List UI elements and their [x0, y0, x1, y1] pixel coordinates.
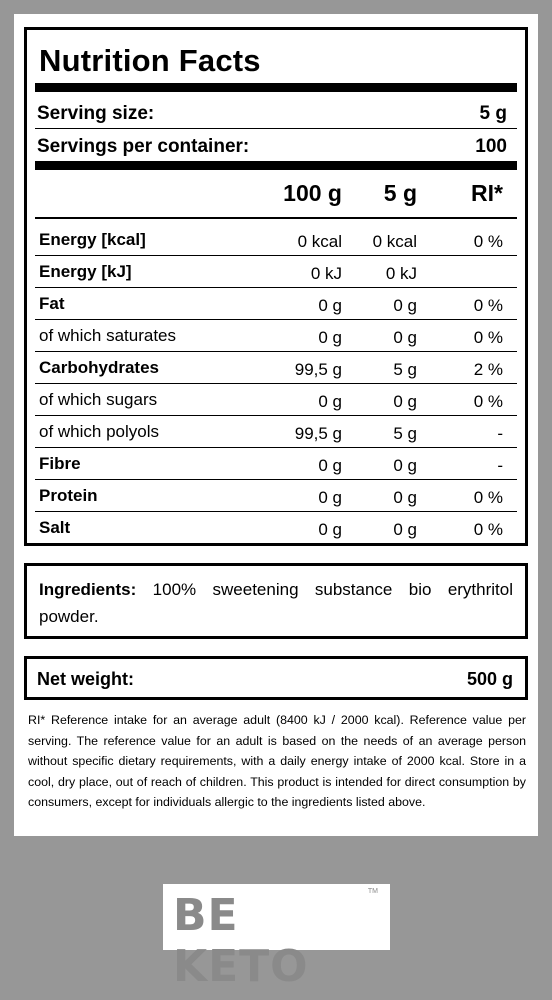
value-ri: 0 % — [473, 296, 503, 315]
nutrient-rows — [35, 224, 517, 543]
nutrient-name: Energy [kcal] — [39, 230, 146, 249]
table-row — [35, 448, 517, 480]
column-header-5g: 5 g — [383, 180, 417, 206]
nutrient-name: Fibre — [39, 454, 81, 473]
brand-logo — [163, 884, 390, 992]
servings-label: Servings per container: — [37, 136, 250, 157]
servings-value: 100 — [475, 136, 507, 157]
divider-thick — [35, 83, 517, 92]
value-per-100g: 0 g — [318, 488, 342, 507]
serving-size-value: 5 g — [479, 103, 507, 124]
table-row — [35, 256, 517, 288]
nutrient-name: Energy [kJ] — [39, 262, 132, 281]
value-per-5g: 0 g — [393, 296, 417, 315]
value-ri: 0 % — [473, 328, 503, 347]
value-per-100g: 99,5 g — [294, 360, 342, 379]
ingredients-text: 100% sweetening substance bio erythritol powder. — [39, 580, 513, 626]
table-row — [35, 288, 517, 320]
net-weight-value: 500 g — [466, 669, 513, 689]
table-row — [35, 224, 517, 256]
value-per-5g: 0 g — [393, 328, 417, 347]
table-row — [35, 416, 517, 448]
column-header-100g: 100 g — [283, 180, 342, 206]
value-per-5g: 5 g — [393, 360, 417, 379]
value-ri: 0 % — [473, 488, 503, 507]
table-row — [35, 512, 517, 543]
value-per-5g: 0 g — [393, 392, 417, 411]
net-weight-label: Net weight: — [37, 669, 134, 689]
value-ri: - — [497, 424, 503, 443]
value-per-100g: 0 g — [318, 456, 342, 475]
value-per-100g: 0 g — [318, 328, 342, 347]
value-per-5g: 0 kcal — [372, 232, 417, 251]
nutrient-name: Protein — [39, 486, 98, 505]
value-per-100g: 0 g — [318, 520, 342, 539]
nutrition-facts-table — [24, 27, 528, 546]
serving-size-label: Serving size: — [37, 103, 155, 124]
nutrition-title: Nutrition Facts — [39, 43, 261, 78]
value-ri: 0 % — [473, 392, 503, 411]
nutrient-name: Salt — [39, 518, 71, 537]
logo-text: BE KETO — [173, 890, 309, 992]
net-weight-box — [24, 656, 528, 700]
value-ri: - — [497, 456, 503, 475]
value-per-5g: 0 g — [393, 488, 417, 507]
value-per-100g: 0 kcal — [297, 232, 342, 251]
value-per-5g: 0 g — [393, 520, 417, 539]
divider-header — [35, 217, 517, 219]
table-row — [35, 384, 517, 416]
value-per-100g: 0 g — [318, 296, 342, 315]
nutrient-name: of which polyols — [39, 422, 160, 441]
table-row — [35, 480, 517, 512]
ingredients-label: Ingredients: — [39, 580, 137, 599]
divider-thick — [35, 161, 517, 170]
logo-trademark: TM — [367, 888, 378, 895]
value-ri: 0 % — [473, 232, 503, 251]
value-per-5g: 0 kJ — [385, 264, 417, 283]
nutrient-name: of which sugars — [39, 390, 158, 409]
value-ri: 2 % — [473, 360, 503, 379]
servings-per-container-row — [37, 136, 507, 158]
table-row — [35, 352, 517, 384]
value-per-100g: 99,5 g — [294, 424, 342, 443]
serving-size-row — [37, 103, 507, 125]
value-per-100g: 0 g — [318, 392, 342, 411]
nutrient-name: Fat — [39, 294, 65, 313]
value-per-100g: 0 kJ — [310, 264, 342, 283]
value-per-5g: 5 g — [393, 424, 417, 443]
ingredients-box — [24, 563, 528, 639]
value-per-5g: 0 g — [393, 456, 417, 475]
nutrient-name: Carbohydrates — [39, 358, 159, 377]
nutrient-name: of which saturates — [39, 326, 177, 345]
divider-thin — [35, 128, 517, 129]
reference-intake-footnote: RI* Reference intake for an average adult (8400 kJ / 2000 kcal). Reference value per serving. The reference value for an adult is based on the needs of an average person without specific dietary requirements, with a daily energy intake of 2000 kcal. Store in a cool, dry place, out of reach of children. This product is intended for direct consumption by consumers, except for individuals allergic to the ingredients listed above. — [28, 713, 526, 810]
column-header-ri: RI* — [471, 180, 503, 206]
value-ri: 0 % — [473, 520, 503, 539]
table-row — [35, 320, 517, 352]
